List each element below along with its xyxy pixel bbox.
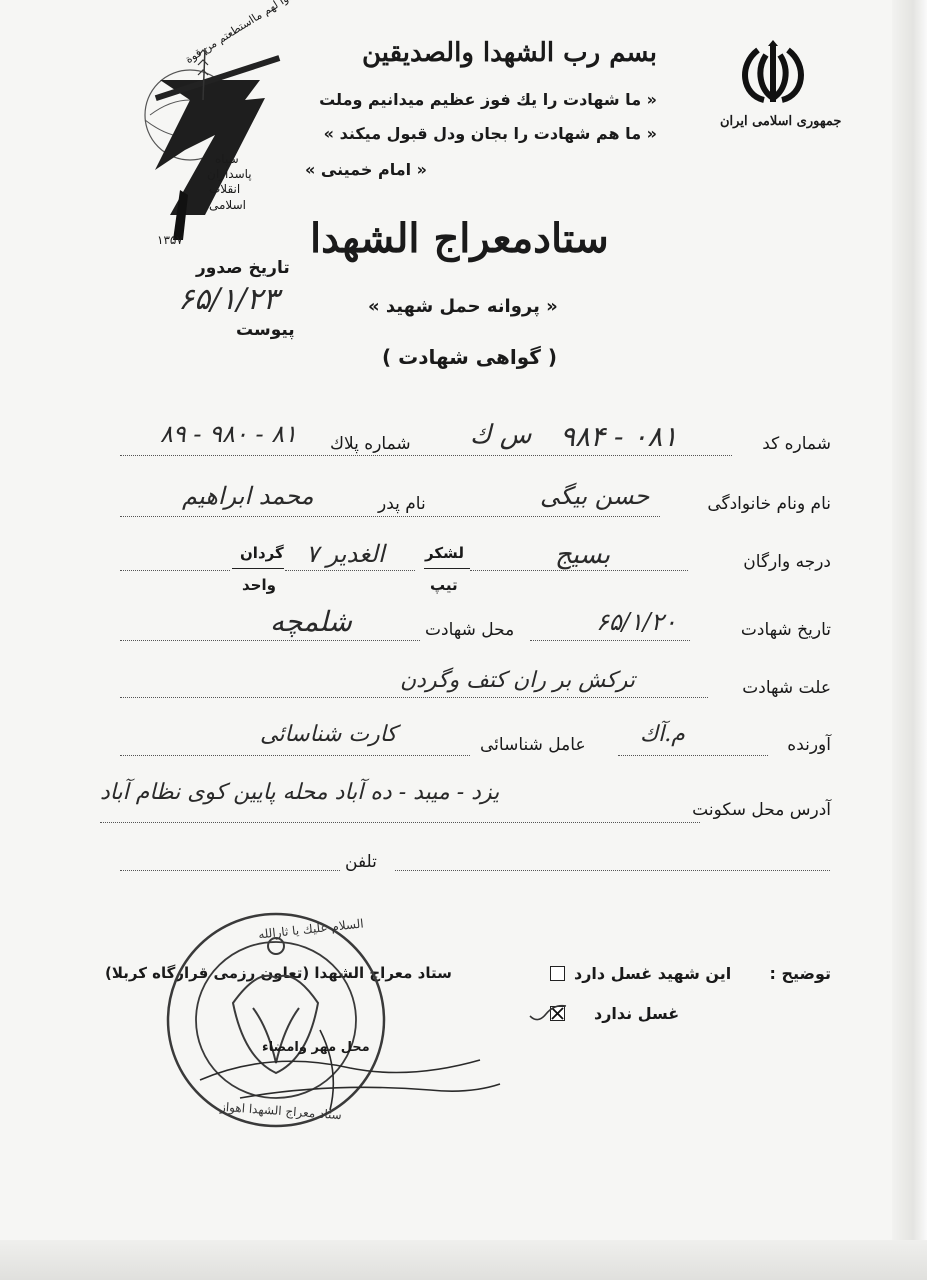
name-dotted-line <box>120 516 660 517</box>
paper-edge <box>892 0 927 1280</box>
cause-label: علت شهادت <box>742 678 831 698</box>
rank-dotted-line-2 <box>285 570 415 571</box>
option1-checkbox[interactable] <box>550 966 565 981</box>
name-value: حسن بیگی <box>540 482 650 510</box>
irgc-org-line-4: اسلامی <box>209 198 246 212</box>
code-dotted-line <box>120 455 732 456</box>
stamp-ring-top: السلام علیك یا ثارالله <box>257 916 365 942</box>
basmala: بسم رب الشهدا والصديقين <box>361 38 657 68</box>
rank-dotted-line-1 <box>470 570 688 571</box>
death-date-dotted-line <box>530 640 690 641</box>
death-place-value: شلمچه <box>270 605 353 638</box>
irgc-emblem-icon <box>95 40 295 255</box>
code-extra: س ك <box>470 420 532 450</box>
phone-label: تلفن <box>345 852 377 872</box>
address-dotted-line <box>100 822 700 823</box>
death-place-label: محل شهادت <box>425 620 515 640</box>
rank-label: درجه وارگان <box>743 552 831 572</box>
battalion-unit-divider <box>232 568 284 569</box>
address-value: یزد - میبد - ده آباد محله پایین کوی نظام آباد <box>100 780 500 805</box>
irgc-emblem <box>95 40 295 255</box>
issue-date-value: ۶۵/۱/۲۳ <box>178 282 279 317</box>
iran-emblem-icon <box>728 40 818 110</box>
identifier-label: عامل شناسائی <box>480 735 586 755</box>
stamp-label: محل مهر وامضاء <box>262 1040 370 1055</box>
bearer-dotted-line <box>618 755 768 756</box>
code-value: ۹۸۴ - ۰۸۱ <box>560 420 678 453</box>
division-label: لشکر <box>425 544 464 562</box>
father-value: محمد ابراهیم <box>182 482 314 510</box>
division-value: ۷ الغدیر <box>306 540 385 568</box>
stamp-ring-bottom: ستاد معراج الشهدا اهواز <box>219 1099 343 1123</box>
handwritten-check-icon <box>528 1002 568 1026</box>
irgc-org-line-1: سپاه <box>215 152 239 166</box>
death-date-label: تاریخ شهادت <box>740 620 831 640</box>
identifier-value: کارت شناسائی <box>260 722 397 747</box>
attachment-label: پیوست <box>236 320 295 340</box>
quote-line-1: « ما شهادت را یك فوز عظیم میدانیم وملت <box>319 90 657 109</box>
rank-value: بسیج <box>555 540 611 570</box>
phone-dotted-line <box>395 870 830 871</box>
iran-emblem <box>720 40 842 140</box>
org-signature: ستاد معراج الشهدا (تعاون رزمی قرارگاه کربلا) <box>105 964 452 982</box>
document-title: ستادمعراج الشهدا <box>310 215 609 262</box>
division-brigade-divider <box>424 568 470 569</box>
address-label: آدرس محل سکونت <box>692 800 831 820</box>
irgc-org-line-2: پاسداران <box>207 167 252 181</box>
irgc-org-line-3: انقلاب <box>209 182 241 196</box>
issue-date-label: تاریخ صدور <box>196 258 290 278</box>
bearer-value: م.آك <box>640 722 685 747</box>
identifier-dotted-line <box>120 755 470 756</box>
brigade-label: تیپ <box>430 576 458 594</box>
paper-bottom-edge <box>0 1240 927 1280</box>
name-label: نام ونام خانوادگی <box>707 494 831 514</box>
death-date-value: ۶۵/۱/۲۰ <box>596 608 677 636</box>
rank-dotted-line-3 <box>120 570 230 571</box>
battalion-label: گردان <box>240 544 284 562</box>
cause-dotted-line <box>120 697 708 698</box>
document-subtitle-2: ( گواهی شهادت ) <box>382 345 558 369</box>
death-place-dotted-line <box>120 640 420 641</box>
note-label: توضیح : <box>769 964 831 983</box>
plate-label: شماره پلاك <box>330 434 411 454</box>
phone-dotted-line-left <box>120 870 340 871</box>
iran-emblem-caption: جمهوری اسلامی ایران <box>720 114 842 129</box>
code-label: شماره کد <box>762 434 831 454</box>
father-label: نام پدر <box>378 494 426 514</box>
unit-label: واحد <box>242 576 276 594</box>
document-subtitle: « پروانه حمل شهید » <box>368 296 558 317</box>
option2-label: غسل ندارد <box>594 1004 680 1023</box>
signature-scribble <box>180 1010 520 1123</box>
quote-line-2: « ما هم شهادت را بجان ودل قبول میکند » <box>323 124 657 143</box>
plate-value: ۸۹ - ۹۸۰ - ۸۱ <box>160 420 297 448</box>
cause-value: ترکش بر ران کتف وگردن <box>400 668 635 693</box>
option1-label: این شهید غسل دارد <box>574 964 732 983</box>
bearer-label: آورنده <box>787 735 831 755</box>
quote-author: « امام خمینی » <box>304 160 427 179</box>
irgc-year: ۱۳۵۷ <box>157 233 183 247</box>
